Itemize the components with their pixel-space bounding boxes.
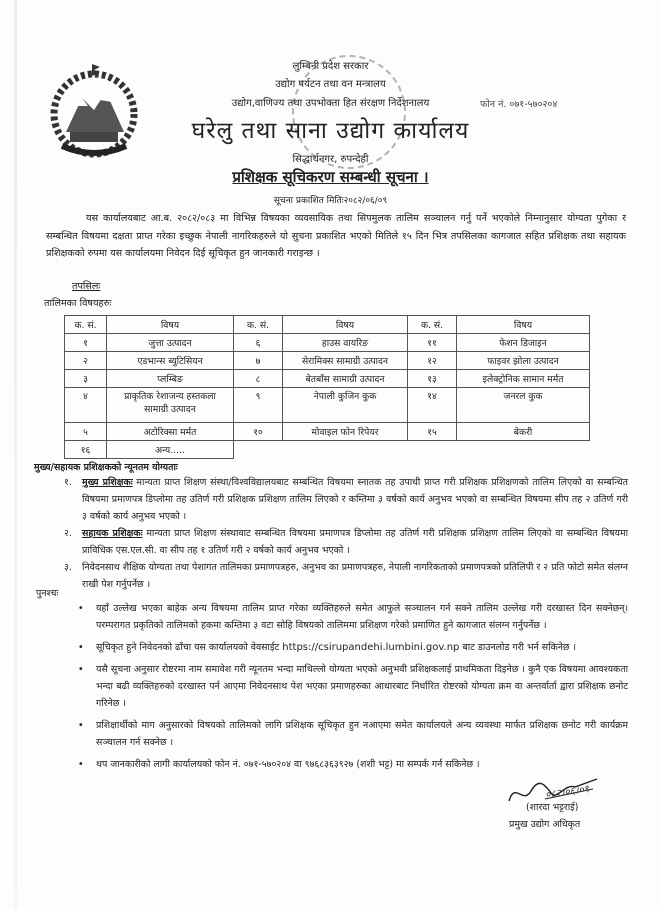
notes-list [78,600,628,778]
table-cell: फेशन डिजाइन [457,334,590,352]
note-text: यसै सूचना अनुसार रोष्टरमा नाम समावेश गरी न्यूनतम भन्दा माथिल्लो योग्यता भएको अनुभवी प्रशिक्षकलाई प्राथमिकता दिइनेछ । कुनै एक विषयमा आवश्यकता भन्दा बढी व्यक्तिहरुको दरखास्त पर्न आएमा निवेदनसाथ पेश भएका प्रमाणहरुका आधारबाट निर्धारित रोष्टरको योग्यता क्रम वा अन्तर्वार्ता द्वारा प्रशिक्षक छनोट गरिनेछ । [96,664,628,709]
column-header: क. सं. [65,316,107,334]
header-directorate: उद्योग,वाणिज्य तथा उपभोक्ता हित संरक्षण निर्देशनालय [231,98,430,109]
table-cell: ९ [234,388,283,423]
note-item [78,661,628,712]
column-header: विषय [107,316,234,334]
bullet-icon: • [78,642,84,653]
office-location: सिद्धार्थनगर, रुपन्देही [292,154,369,165]
table-cell: ८ [234,370,283,388]
table-cell: १ [65,334,107,352]
qualification-item [64,474,628,525]
table-cell: प्राकृतिक रेशाजन्य हस्तकला सामाग्री उत्पादन [107,388,234,423]
note-text: थप जानकारीको लागी कार्यालयको फोन नं. ०७१-५७०२०४ वा ९७६८३६३९२७ (शशी भट्ट) मा सम्पर्क गर्न सकिनेछ । [96,759,480,770]
table-cell: ७ [234,352,283,370]
table-cell: नेपाली कुजिन कुक [283,388,408,423]
table-empty-cell [234,441,590,459]
bullet-icon: • [78,664,84,675]
signature-date: ०८२।०६।०९ [544,783,590,801]
table-row [65,423,590,441]
table-cell: जुत्ता उत्पादन [107,334,234,352]
table-cell: १५ [408,423,457,441]
office-name: घरेलु तथा साना उद्योग कार्यालय [191,118,470,144]
column-header: क. सं. [234,316,283,334]
qualification-item [64,559,628,593]
column-header: क. सं. [408,316,457,334]
table-cell: मोवाइल फोन रिपेयर [283,423,408,441]
item-number: २. [64,528,72,539]
table-cell: बेतबाँस सामाग्री उत्पादन [283,370,408,388]
note-item [78,639,628,656]
table-row [65,352,590,370]
bullet-icon: • [78,720,84,731]
note-text: यहाँ उल्लेख भएका बाहेक अन्य विषयमा तालिम प्राप्त गरेका व्यक्तिहरुले समेत आफुले सञ्चालन गर्न सक्ने तालिम उल्लेख गरी दरखास्त दिन सक्नेछन्। परम्परागत प्रकृतिको तालिमको हकमा कम्तिमा ३ वटा सोहि विषयको तालिममा प्रशिक्षण गरेको प्रमाणित हुने कागजात संलग्न गर्नुपर्नेछ । [96,603,628,631]
table-row [65,441,590,459]
table-cell: जनरल कुक [457,388,590,423]
table-cell: १२ [408,352,457,370]
item-number: ३. [64,562,72,573]
table-cell: ५ [65,423,107,441]
qualification-item [64,525,628,559]
table-cell: प्लम्बिङ [107,370,234,388]
header-province: लुम्बिनी प्रदेश सरकार [292,61,369,72]
table-row [65,370,590,388]
table-cell: १४ [408,388,457,423]
header-ministry: उद्योग पर्यटन तथा वन मन्त्रालय [275,79,386,90]
table-cell: २ [65,352,107,370]
table-row [65,334,590,352]
notes-heading: पुनश्चः [36,588,59,599]
bullet-icon: • [78,759,84,770]
table-cell: अन्य..... [107,441,234,459]
note-item [78,756,628,773]
website-link[interactable]: https://csirupandehi.lumbini.gov.np [282,642,460,653]
table-row [65,388,590,423]
item-text: मान्यता प्राप्त शिक्षण संस्था/विश्वविद्यालयबाट सम्बन्धित विषयमा स्नातक तह उपाधी प्राप्त गरी प्रशिक्षक प्रशिक्षणको तालिम लिएको वा सम्बन्धित विषयमा प्रमाणपत्र डिप्लोमा तह उतिर्ण गरी प्रशिक्षक प्रशिक्षण तालिम लिएको र कम्तिमा ३ वर्षको कार्य अनुभव भएको वा सम्बन्धित विषयमा सीप तह २ उतिर्ण गरी ३ वर्षको कार्य अनुभव भएको । [82,477,629,522]
column-header: विषय [283,316,408,334]
note-text: बाट डाउनलोड गरी भर्न सकिनेछ । [459,642,577,653]
table-cell: ६ [234,334,283,352]
note-item [78,600,628,634]
note-text: प्रशिक्षार्थीको माग अनुसारको विषयको तालिमको लागि प्रशिक्षक सूचिकृत हुन नआएमा समेत कार्यालयले अन्य व्यवस्था मार्फत प्रशिक्षक छनोट गरी कार्यक्रम सञ्चालन गर्न सक्नेछ । [96,720,628,748]
tapsil-heading: तपसिलः [72,281,101,292]
table-cell: १३ [408,370,457,388]
item-text: मान्यता प्राप्त शिक्षण संस्थावाट सम्बन्धित विषयमा प्रमाणपत्र डिप्लोमा तह उतिर्ण गरी प्रशिक्षक प्रशिक्षण तालिम लिएको वा सम्बन्धित विषयमा प्राविधिक एस.एल.सी. वा सीप तह १ उतिर्ण गरी २ वर्षको कार्य अनुभव भएको । [82,528,628,556]
table-cell: इलेक्ट्रोनिक सामान मर्मत [457,370,590,388]
table-cell: फाइवर झोला उत्पादन [457,352,590,370]
note-text: सूचिकृत हुने निवेदनको ढाँचा यस कार्यालयको वेवसाईट [96,642,283,653]
item-text: निवेदनसाथ शैक्षिक योग्यता तथा पेशागत तालिमका प्रमाणपत्रहरु, अनुभव का प्रमाणपत्रहरु, नेपाली नागरिकताको प्रमाणपत्रको प्रतिलिपी र २ प्रति फोटो समेत संलग्न राखी पेश गर्नुपर्नेछ । [82,562,628,590]
signer-title: प्रमुख उद्योग अधिकृत [509,819,581,830]
note-item [78,717,628,751]
table-header-row [65,316,590,334]
subjects-heading: तालिमका विषयहरुः [44,298,112,309]
subjects-table [64,315,590,459]
table-cell: १० [234,423,283,441]
table-cell: सेरामिक्स सामाग्री उत्पादन [283,352,408,370]
table-cell: ४ [65,388,107,423]
table-cell: अटोरिक्सा मर्मत [107,423,234,441]
published-date: सूचना प्रकाशित मितिः२०८२/०६/०९ [273,196,388,206]
column-header: विषय [457,316,590,334]
notice-title: प्रशिक्षक सूचिकरण सम्बन्धी सूचना । [232,168,429,186]
item-label: सहायक प्रशिक्षकः [82,528,143,539]
table-cell: एडभान्स ब्युटिसियन [107,352,234,370]
table-cell: १६ [65,441,107,459]
table-cell: बेकरी [457,423,590,441]
header-phone: फोन नं. ०७१-५७०२०४ [480,99,558,110]
qualifications-heading: मुख्य/सहायक प्रशिक्षकको न्यूनतम योग्यताः [34,462,178,473]
signer-name: (शारदा भट्टराई) [526,802,579,813]
item-number: १. [64,477,72,488]
table-cell: ३ [65,370,107,388]
item-label: मुख्य प्रशिक्षकः [82,477,133,488]
bullet-icon: • [78,603,84,614]
intro-paragraph: यस कार्यालयबाट आ.ब. २०८२/०८३ मा विभिन्न विषयका व्यवसायिक तथा सिपमुलक तालिम सञ्चालन गर्नु पर्ने भएकोले निम्नानुसार योग्यता पुगेका र सम्बन्धित विषयमा दक्षता प्राप्त गरेका इच्छुक नेपाली नागरिकहरुले यो सुचना प्रकाशित भएको मितिले १५ दिन भित्र तपसिलका कागजात सहित प्रशिक्षक तथा सहायक प्रशिक्षकको रुपमा यस कार्यालयमा निवेदन दिई सूचिकृत हुन जानकारी गराइन्छ । [46,213,626,259]
table-cell: हाउस वायरिङ [283,334,408,352]
table-cell: ११ [408,334,457,352]
qualifications-list [64,474,628,593]
